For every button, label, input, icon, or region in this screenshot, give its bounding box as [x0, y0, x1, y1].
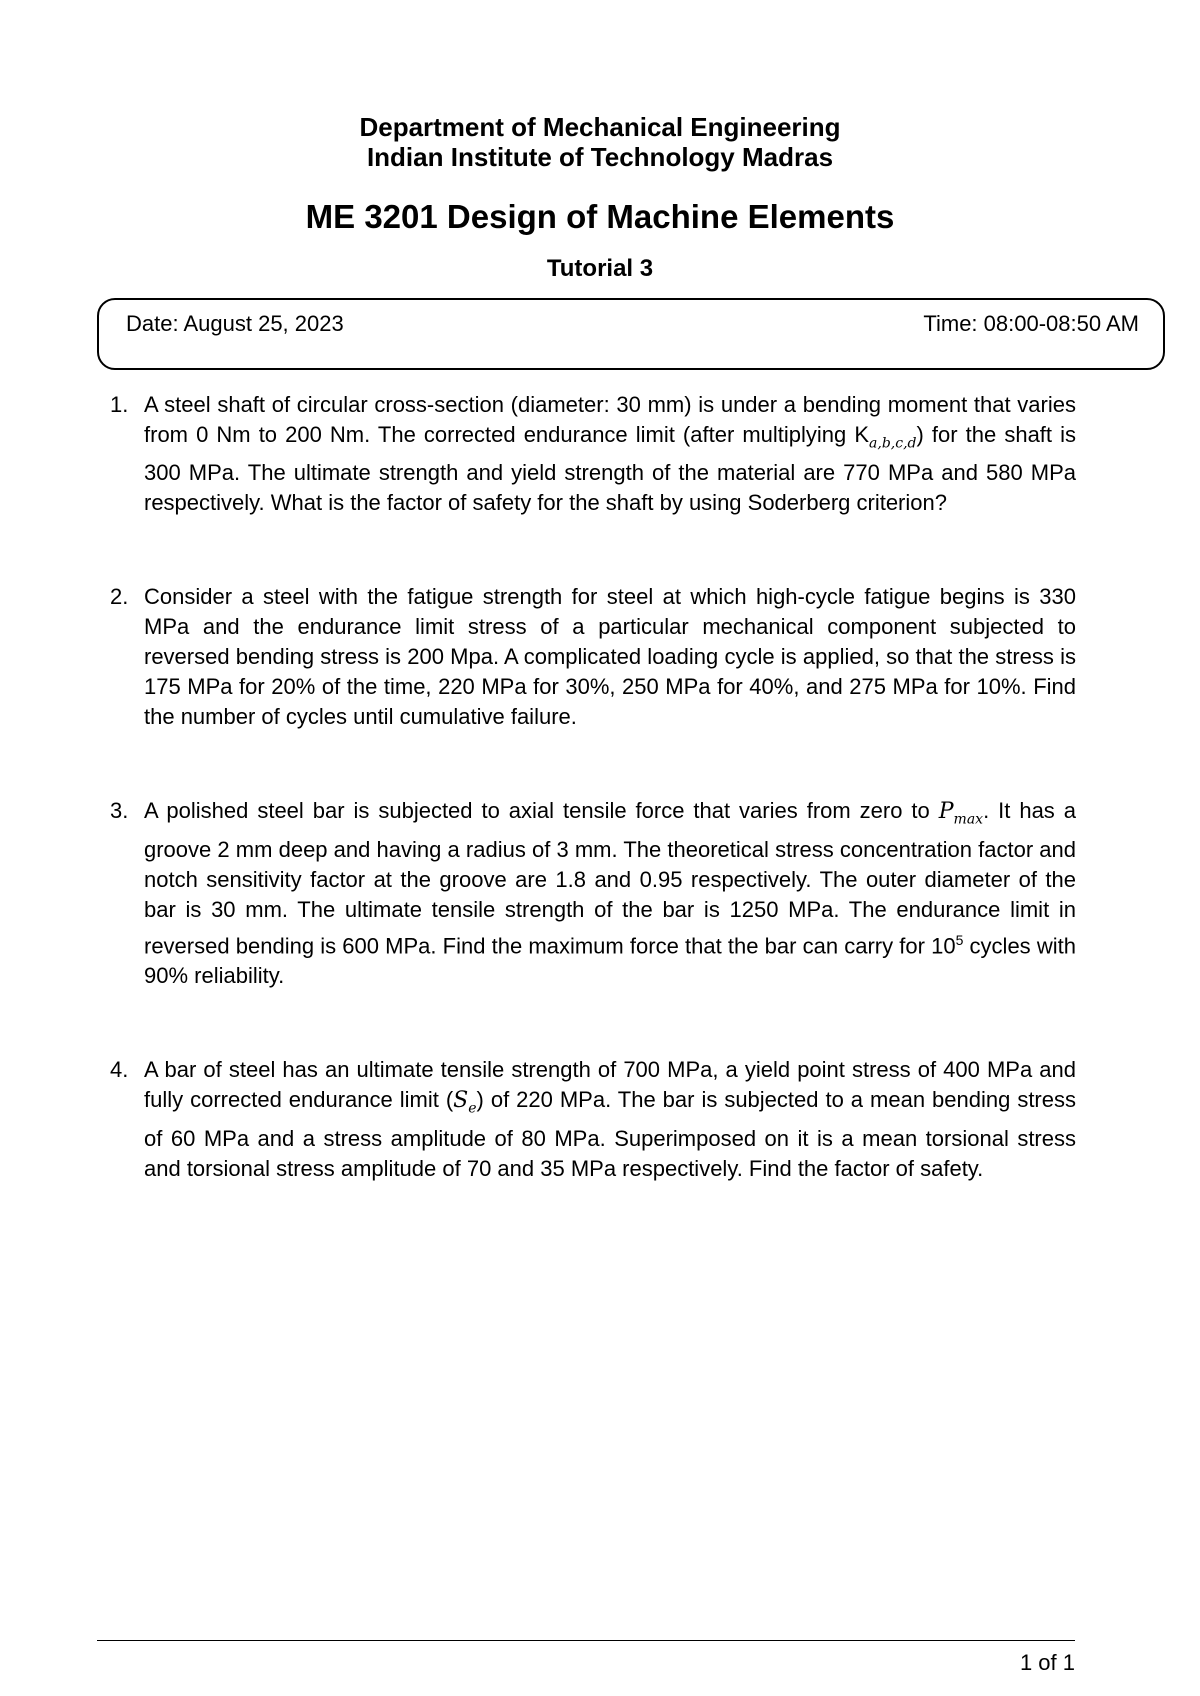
question-1 [110, 390, 1076, 518]
time-label: Time: 08:00-08:50 AM [923, 311, 1139, 336]
date-time-box [97, 298, 1165, 370]
question-number: 2. [110, 584, 129, 610]
department-name: Department of Mechanical Engineering [359, 112, 841, 142]
math-variable: P [938, 799, 954, 825]
question-text: . It has a groove 2 mm deep and having a radius of 3 mm. The theoretical stress concentration factor and notch sensitivity factor at the groove are 1.8 and 0.95 respectively. The outer diameter of the bar is 30 mm. The ultimate tensile strength of the bar is 1250 MPa. The endurance limit in reversed bending is 600 MPa. Find the maximum force that the bar can carry for 10 [144, 798, 1076, 959]
question-number: 4. [110, 1057, 129, 1083]
math-variable: S [453, 1088, 469, 1114]
question-text: cycles with 90% reliability. [144, 933, 1076, 989]
institute-name: Indian Institute of Technology Madras [366, 142, 834, 172]
question-text: ) for the shaft is 300 MPa. The ultimate strength and yield strength of the material are 770 MPa and 580 MPa respectively. What is the factor of safety for the shaft by using Soderberg criterion? [144, 422, 1077, 516]
date-label: Date: August 25, 2023 [126, 311, 344, 336]
question-number: 3. [110, 798, 129, 824]
tutorial-title: Tutorial 3 [546, 255, 654, 282]
question-number: 1. [110, 392, 129, 417]
question-list [110, 390, 1076, 1184]
page-number: 1 of 1 [1019, 1650, 1075, 1675]
footer-divider [97, 1640, 1075, 1641]
superscript: 5 [955, 931, 964, 948]
document-header [0, 112, 1200, 284]
question-text: Consider a steel with the fatigue strength for steel at which high-cycle fatigue begins is 330 MPa and the endurance limit stress of a particular mechanical component subjected to reversed bending stress is 200 Mpa. A complicated loading cycle is applied, so that the stress is 175 MPa for 20% of the time, 220 MPa for 30%, 250 MPa for 40%, and 275 MPa for 10%. Find the number of cycles until cumulative failure. [144, 584, 1076, 730]
question-text: A polished steel bar is subjected to axial tensile force that varies from zero to [144, 798, 939, 824]
question-text: A steel shaft of circular cross-section (diameter: 30 mm) is under a bending moment that varies from 0 Nm to 200 Nm. The corrected endurance limit (after multiplying K [144, 392, 1076, 447]
subscript: max [953, 811, 984, 828]
question-2 [110, 582, 1076, 732]
question-4 [110, 1055, 1076, 1183]
question-3 [110, 796, 1076, 991]
subscript: e [468, 1100, 477, 1117]
question-text: A bar of steel has an ultimate tensile strength of 700 MPa, a yield point stress of 400 MPa and fully corrected endurance limit ( [144, 1057, 1076, 1113]
subscript: a,b,c,d [869, 435, 917, 452]
course-title: ME 3201 Design of Machine Elements [305, 198, 895, 235]
question-text: ) of 220 MPa. The bar is subjected to a mean bending stress of 60 MPa and a stress amplitude of 80 MPa. Superimposed on it is a mean torsional stress and torsional stress amplitude of 70 and 35 MPa respectively. Find the factor of safety. [144, 1087, 1076, 1181]
